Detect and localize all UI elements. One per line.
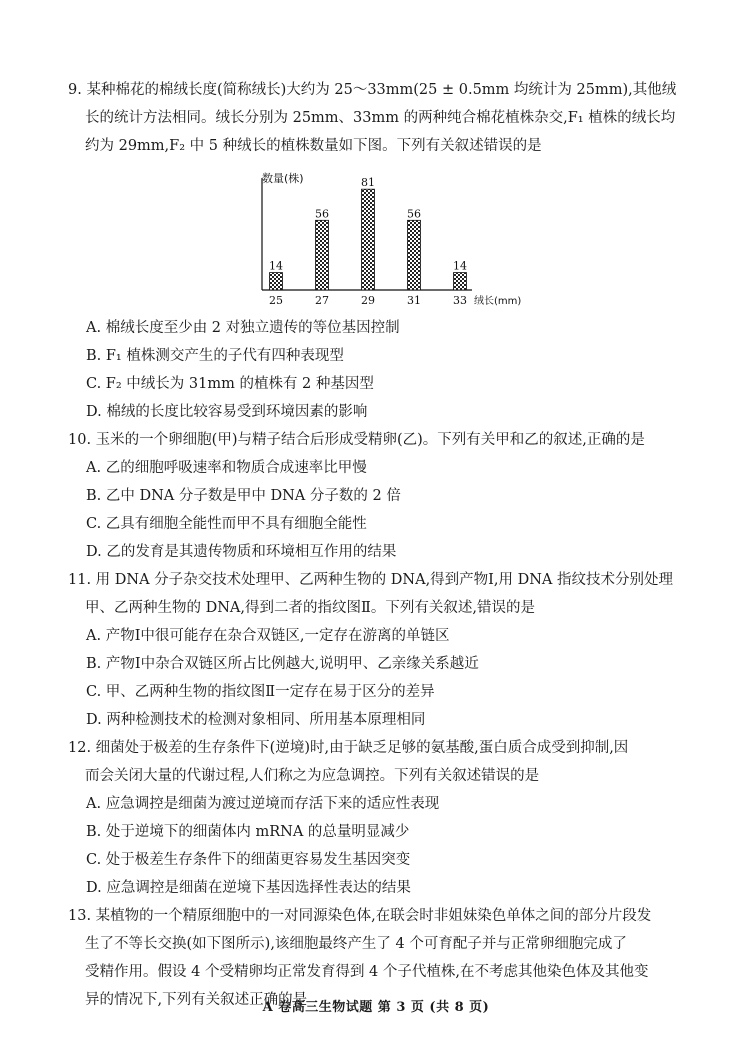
data-label: 81 bbox=[361, 176, 375, 190]
bar-29 bbox=[362, 189, 375, 290]
q11-option-c: C. 甲、乙两种生物的指纹图Ⅱ一定存在易于区分的差异 bbox=[86, 684, 435, 700]
q10-option-b: B. 乙中 DNA 分子数是甲中 DNA 分子数的 2 倍 bbox=[86, 488, 401, 504]
bar-33 bbox=[454, 273, 467, 290]
q10-option-c: C. 乙具有细胞全能性而甲不具有细胞全能性 bbox=[86, 516, 367, 532]
bar-chart bbox=[240, 168, 540, 310]
stem-line: 长的统计方法相同。绒长分别为 25mm、33mm 的两种纯合棉花植株杂交,F₁ 植株的绒长均 bbox=[85, 110, 676, 126]
q9-option-a: A. 棉绒长度至少由 2 对独立遗传的等位基因控制 bbox=[86, 320, 400, 336]
q11-option-b: B. 产物Ⅰ中杂合双链区所占比例越大,说明甲、乙亲缘关系越近 bbox=[86, 656, 479, 672]
question-10-stem bbox=[68, 426, 688, 454]
stem-line: 11. 用 DNA 分子杂交技术处理甲、乙两种生物的 DNA,得到产物Ⅰ,用 DNA 指纹技术分别处理 bbox=[68, 572, 674, 588]
stem-line: 10. 玉米的一个卵细胞(甲)与精子结合后形成受精卵(乙)。下列有关甲和乙的叙述,正确的是 bbox=[68, 432, 645, 448]
x-tick-label: 29 bbox=[361, 294, 375, 307]
stem-line: 生了不等长交换(如下图所示),该细胞最终产生了 4 个可育配子并与正常卵细胞完成了 bbox=[85, 936, 627, 952]
stem-line: 13. 某植物的一个精原细胞中的一对同源染色体,在联会时非姐妹染色单体之间的部分片段发 bbox=[68, 908, 652, 924]
data-label: 56 bbox=[407, 207, 421, 221]
x-tick-label: 33 bbox=[453, 294, 467, 307]
bar-31 bbox=[408, 220, 421, 290]
q11-option-a: A. 产物Ⅰ中很可能存在杂合双链区,一定存在游离的单链区 bbox=[86, 628, 450, 644]
y-axis-label: 数量(株) bbox=[262, 172, 304, 185]
stem-line: 而会关闭大量的代谢过程,人们称之为应急调控。下列有关叙述错误的是 bbox=[85, 768, 540, 784]
question-11-stem bbox=[68, 566, 688, 622]
q9-option-d: D. 棉绒的长度比较容易受到环境因素的影响 bbox=[86, 404, 368, 420]
stem-line: 9. 某种棉花的棉绒长度(简称绒长)大约为 25～33mm(25 ± 0.5mm 均统计为 25mm),其他绒 bbox=[68, 82, 677, 98]
q10-option-a: A. 乙的细胞呼吸速率和物质合成速率比甲慢 bbox=[86, 460, 367, 476]
data-label: 14 bbox=[453, 259, 467, 273]
q12-option-b: B. 处于逆境下的细菌体内 mRNA 的总量明显减少 bbox=[86, 824, 410, 840]
bar-25 bbox=[270, 273, 283, 290]
data-label: 56 bbox=[315, 207, 329, 221]
q12-option-c: C. 处于极差生存条件下的细菌更容易发生基因突变 bbox=[86, 852, 411, 868]
stem-line: 受精作用。假设 4 个受精卵均正常发育得到 4 个子代植株,在不考虑其他染色体及其他变 bbox=[85, 964, 649, 980]
q12-option-d: D. 应急调控是细菌在逆境下基因选择性表达的结果 bbox=[86, 880, 411, 896]
bar-27 bbox=[316, 220, 329, 290]
data-label: 14 bbox=[269, 259, 283, 273]
stem-line: 甲、乙两种生物的 DNA,得到二者的指纹图Ⅱ。下列有关叙述,错误的是 bbox=[85, 600, 535, 616]
x-axis-label: 绒长(mm) bbox=[474, 296, 522, 307]
stem-line: 12. 细菌处于极差的生存条件下(逆境)时,由于缺乏足够的氨基酸,蛋白质合成受到抑制,因 bbox=[68, 740, 629, 756]
x-tick-label: 27 bbox=[315, 294, 329, 307]
question-9-stem bbox=[68, 76, 688, 160]
stem-line: 约为 29mm,F₂ 中 5 种绒长的植株数量如下图。下列有关叙述错误的是 bbox=[85, 138, 542, 154]
question-12-stem bbox=[68, 734, 688, 790]
q11-option-d: D. 两种检测技术的检测对象相同、所用基本原理相同 bbox=[86, 712, 426, 728]
stem-line: 异的情况下,下列有关叙述正确的是 bbox=[85, 992, 308, 1008]
q9-option-c: C. F₂ 中绒长为 31mm 的植株有 2 种基因型 bbox=[86, 376, 374, 392]
x-tick-label: 31 bbox=[407, 294, 421, 307]
page-footer: A 卷高三生物试题 第 3 页 (共 8 页) bbox=[262, 1000, 490, 1015]
q10-option-d: D. 乙的发育是其遗传物质和环境相互作用的结果 bbox=[86, 544, 397, 560]
q12-option-a: A. 应急调控是细菌为渡过逆境而存活下来的适应性表现 bbox=[86, 796, 440, 812]
q9-option-b: B. F₁ 植株测交产生的子代有四种表现型 bbox=[86, 348, 344, 364]
x-tick-label: 25 bbox=[269, 294, 283, 307]
